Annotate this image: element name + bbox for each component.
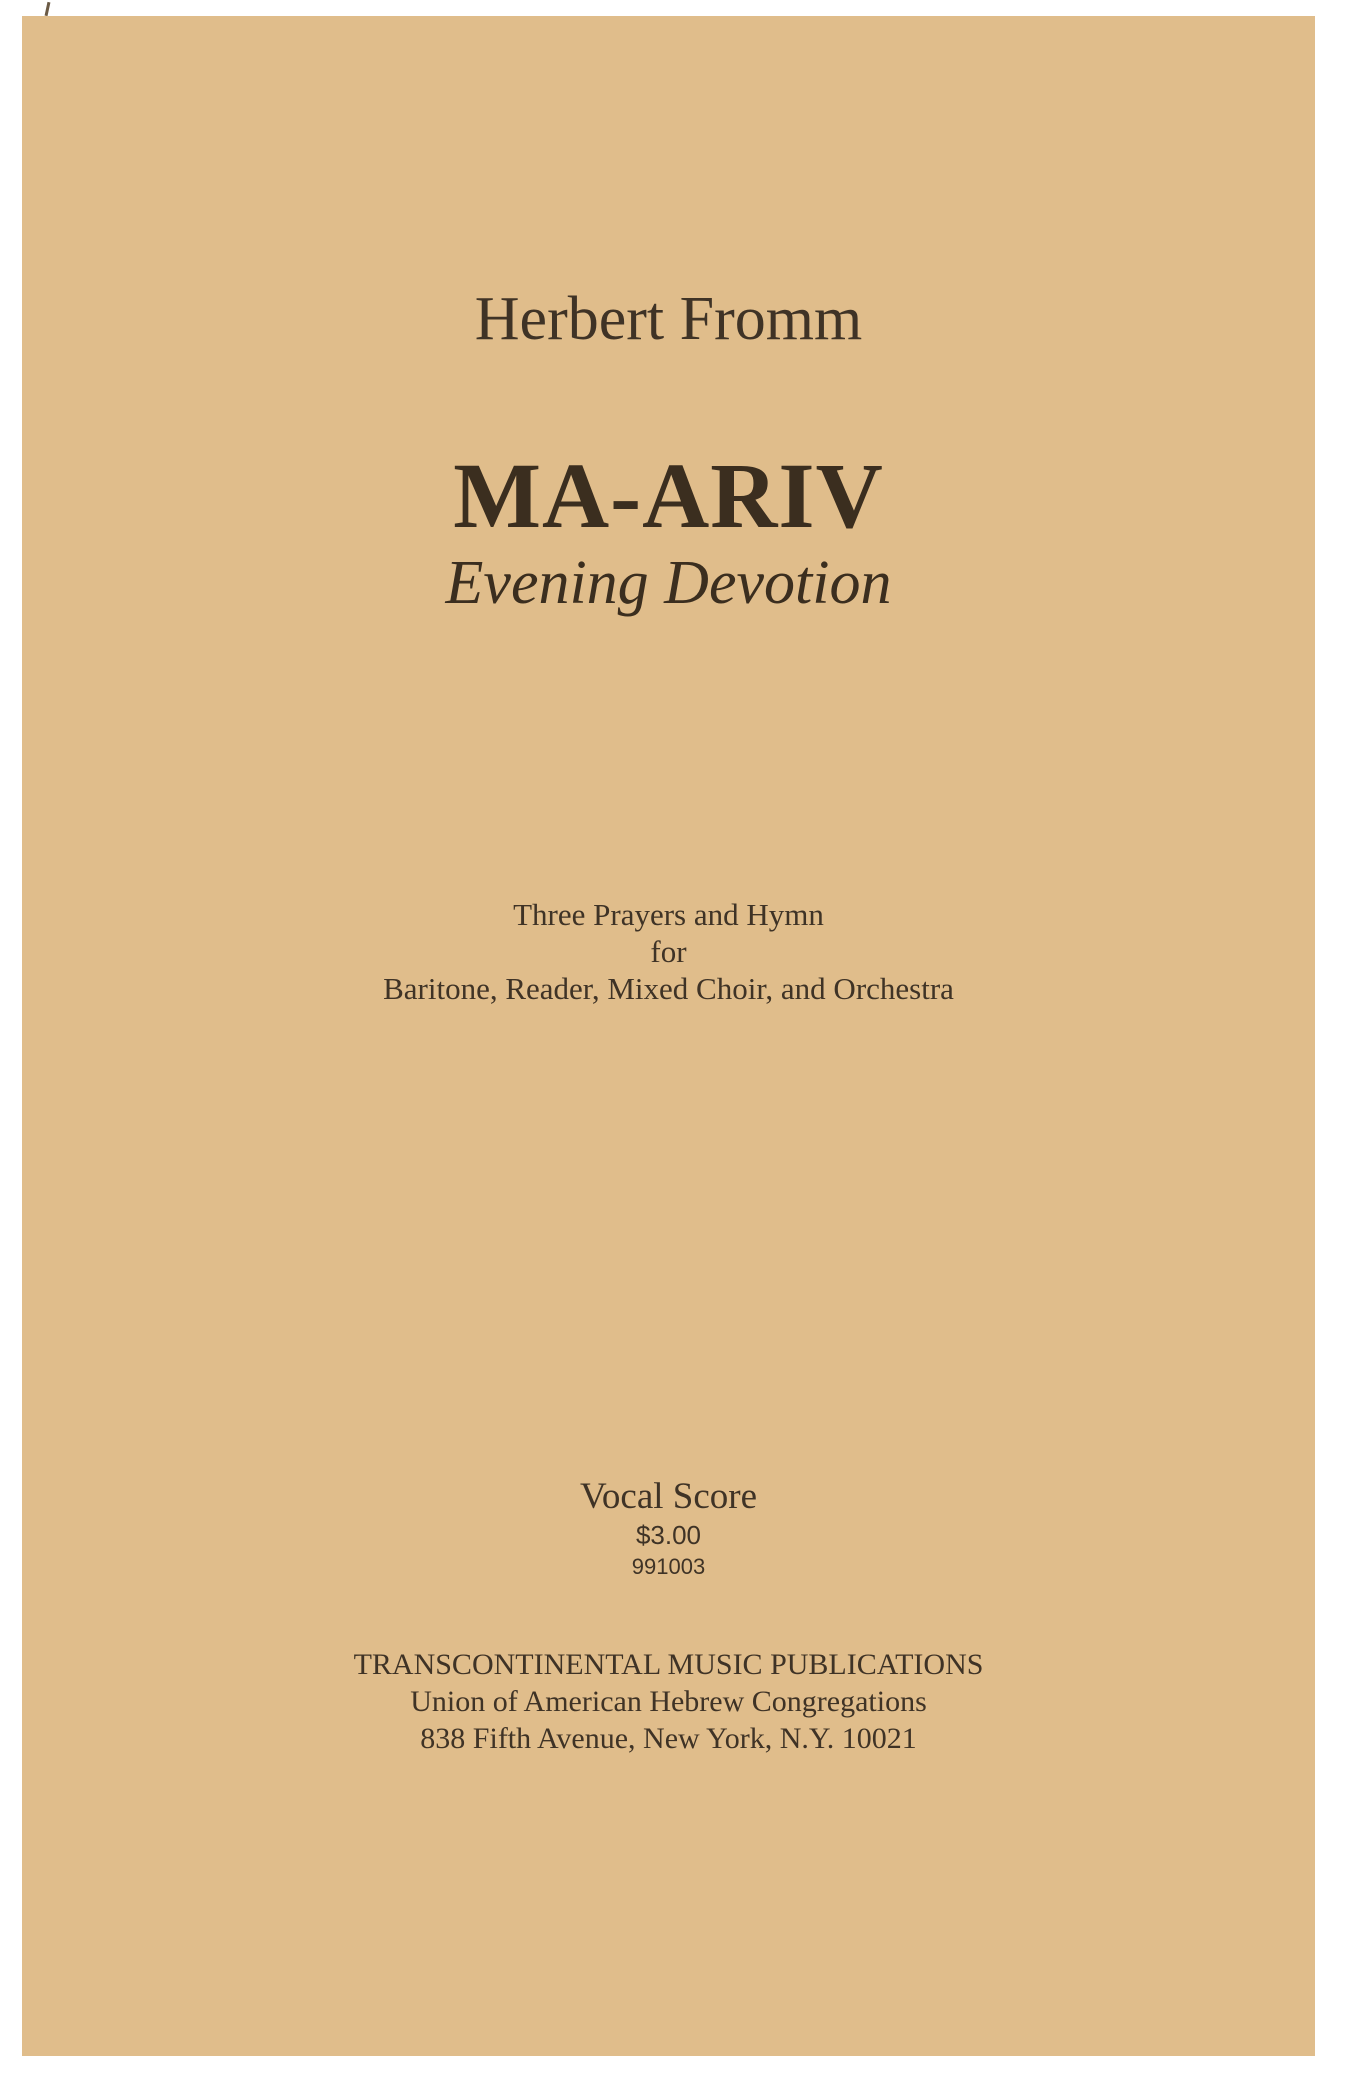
cover-page [22, 16, 1315, 2056]
description-line-1: Three Prayers and Hymn [513, 897, 824, 932]
publisher-name: TRANSCONTINENTAL MUSIC PUBLICATIONS [353, 1648, 984, 1681]
description-line-3: Baritone, Reader, Mixed Choir, and Orchestra [383, 971, 954, 1006]
edition-label: Vocal Score [579, 1476, 758, 1517]
work-title: MA-ARIV [453, 445, 884, 548]
publisher-address: 838 Fifth Avenue, New York, N.Y. 10021 [420, 1722, 917, 1755]
work-subtitle: Evening Devotion [445, 549, 892, 617]
description-line-2: for [650, 934, 687, 969]
price: $3.00 [635, 1520, 702, 1550]
work-description [22, 896, 1315, 1007]
scan-mark [45, 2, 51, 16]
publisher-organization: Union of American Hebrew Congregations [410, 1685, 927, 1718]
catalog-number: 991003 [631, 1554, 706, 1579]
publisher-block [22, 1646, 1315, 1757]
composer-name: Herbert Fromm [474, 285, 863, 353]
